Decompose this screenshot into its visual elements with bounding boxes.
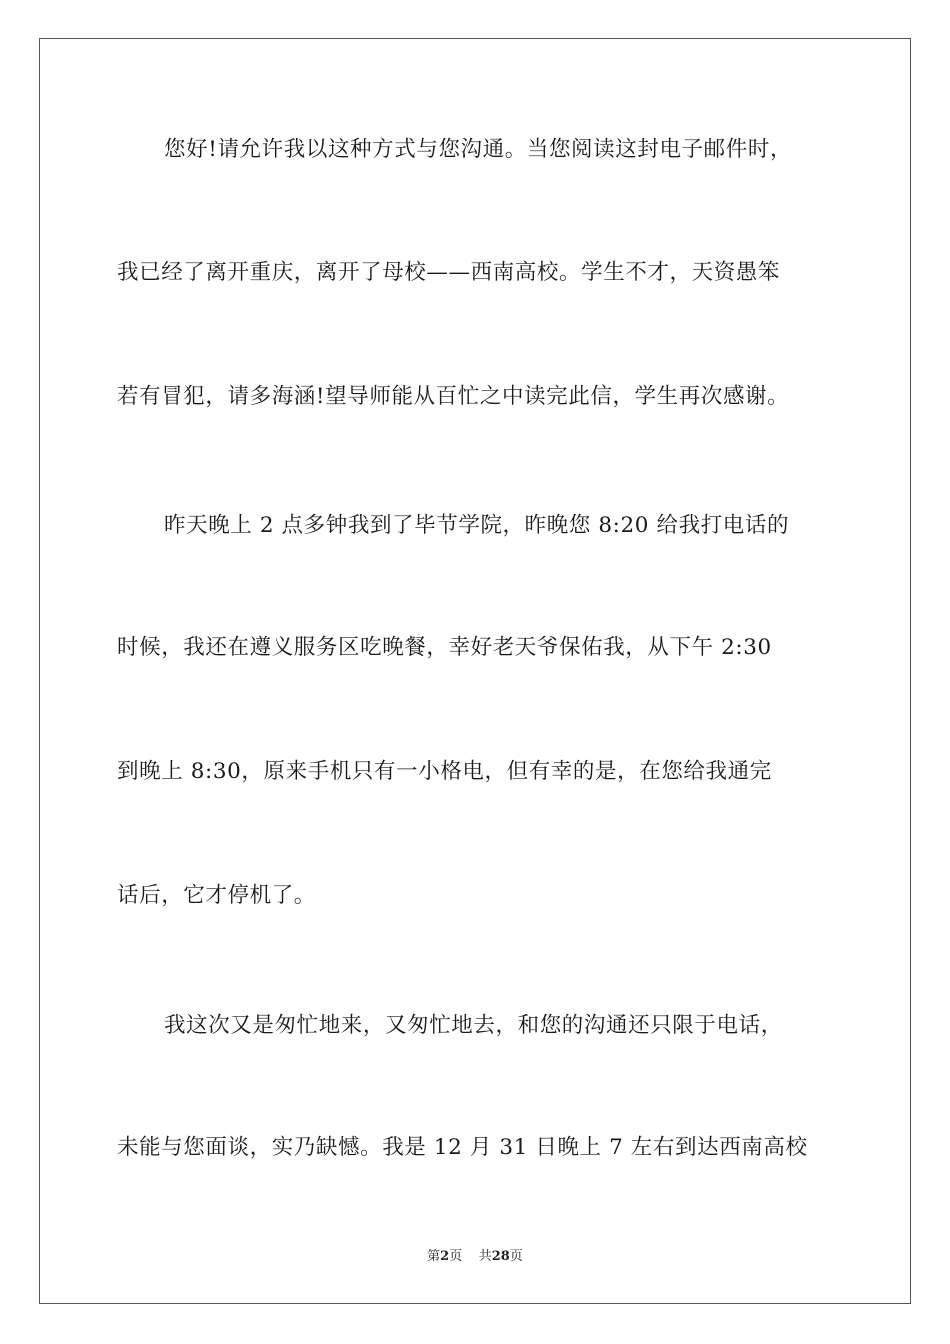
text-line: 您好!请允许我以这种方式与您沟通。当您阅读这封电子邮件时，	[164, 137, 793, 162]
page-footer	[0, 1248, 950, 1266]
total-prefix: 共	[478, 1249, 492, 1264]
page-suffix: 页	[449, 1249, 463, 1264]
text-line: 我已经了离开重庆，离开了母校——西南高校。学生不才，天资愚笨	[117, 260, 781, 285]
text-line: 若有冒犯，请多海涵!望导师能从百忙之中读完此信，学生再次感谢。	[117, 384, 790, 409]
text-line: 我这次又是匆忙地来，又匆忙地去，和您的沟通还只限于电话，	[164, 1013, 783, 1038]
text-line: 到晚上 8:30，原来手机只有一小格电，但有幸的是，在您给我通完	[117, 759, 772, 784]
text-line: 未能与您面谈，实乃缺憾。我是 12 月 31 日晚上 7 左右到达西南高校	[117, 1135, 808, 1160]
text-line: 时候，我还在遵义服务区吃晚餐，幸好老天爷保佑我，从下午 2:30	[117, 635, 772, 660]
text-line: 昨天晚上 2 点多钟我到了毕节学院，昨晚您 8:20 给我打电话的	[164, 513, 790, 538]
page-border	[39, 38, 911, 1304]
total-suffix: 页	[509, 1249, 523, 1264]
page-prefix: 第	[427, 1249, 441, 1264]
text-line: 话后，它才停机了。	[117, 883, 316, 908]
page-number: 2	[440, 1249, 450, 1264]
total-pages: 28	[491, 1249, 510, 1264]
